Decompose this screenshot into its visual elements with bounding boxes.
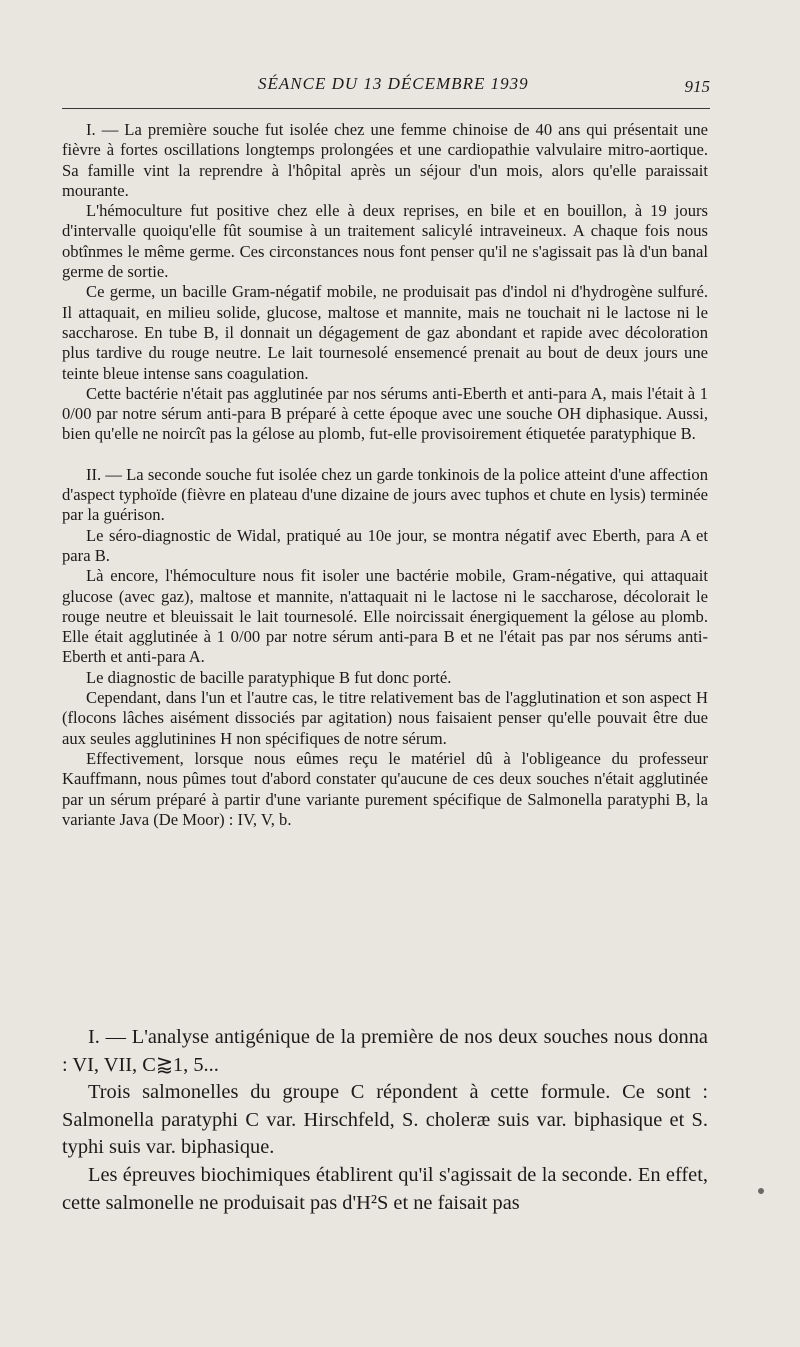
margin-ink-mark xyxy=(758,1188,764,1194)
page-number: 915 xyxy=(684,77,710,96)
paragraph: I. — L'analyse antigénique de la première de nos deux souches nous donna : VI, VII, C⪆1, 5... xyxy=(62,1026,708,1076)
paragraph: Trois salmonelles du groupe C répondent à cette formule. Ce sont : Salmonella paratyphi C var. Hirschfeld, S. choleræ suis var. biphasique et S. typhi suis var. biphasique. xyxy=(62,1081,708,1159)
running-head: SÉANCE DU 13 DÉCEMBRE 1939 xyxy=(258,74,529,93)
paragraph: L'hémoculture fut positive chez elle à deux reprises, en bile et en bouillon, à 19 jours d'intervalle quoiqu'elle fût soumise à un traitement salicylé intraveineux. A chaque fois nous obtînmes le même germe. Ces circonstances nous font penser qu'il ne s'agissait pas là d'un banal germe de sortie. xyxy=(62,201,708,282)
paragraph: Effectivement, lorsque nous eûmes reçu le matériel dû à l'obligeance du professeur Kauffmann, nous pûmes tout d'abord constater qu'aucune de ces deux souches n'était agglutinée par un sérum préparé à partir d'une variante purement spécifique de Salmonella paratyphi B, la variante Java (De Moor) : IV, V, b. xyxy=(62,748,708,829)
body-text-large xyxy=(62,1024,708,1217)
paragraph: Cette bactérie n'était pas agglutinée par nos sérums anti-Eberth et anti-para A, mais l'était à 1 0/00 par notre sérum anti-para B préparé à cette époque avec une souche OH diphasique. Aussi, bien qu'elle ne noircît pas la gélose au plomb, fut-elle provisoirement étiquetée paratyphique B. xyxy=(62,383,708,444)
paragraph: I. — La première souche fut isolée chez une femme chinoise de 40 ans qui présentait une fièvre à fortes oscillations longtemps prolongées et une cardiopathie valvulaire mitro-aortique. Sa famille vint la reprendre à l'hôpital après un séjour d'un mois, alors qu'elle paraissait mourante. xyxy=(62,120,708,200)
body-text-small xyxy=(62,120,708,830)
paragraph: II. — La seconde souche fut isolée chez un garde tonkinois de la police atteint d'une affection d'aspect typhoïde (fièvre en plateau d'une dizaine de jours avec tuphos et chute en lysis) terminée par la guérison. xyxy=(62,464,708,525)
paragraph: Ce germe, un bacille Gram-négatif mobile, ne produisait pas d'indol ni d'hydrogène sulfuré. Il attaquait, en milieu solide, glucose, maltose et mannite, mais ne touchait ni le lactose ni le saccharose. En tube B, il donnait un dégagement de gaz abondant et rapide avec décoloration plus tardive du rouge neutre. Le lait tournesolé ensemencé prenait au bout de deux jours une teinte bleue intense sans coagulation. xyxy=(62,282,708,383)
paragraph: Les épreuves biochimiques établirent qu'il s'agissait de la seconde. En effet, cette salmonelle ne produisait pas d'H²S et ne faisait pas xyxy=(62,1163,708,1214)
paragraph: Le diagnostic de bacille paratyphique B fut donc porté. xyxy=(86,667,452,687)
paragraph: Là encore, l'hémoculture nous fit isoler une bactérie mobile, Gram-négative, qui attaquait glucose (avec gaz), maltose et mannite, n'attaquait ni le lactose ni le saccharose, décolorait le rouge neutre et bleuissait le lait tournesolé. Elle noircissait énergiquement la gélose au plomb. Elle était agglutinée à 1 0/00 par notre sérum anti-para B et ne l'était pas par nos sérums anti-Eberth et anti-para A. xyxy=(62,566,708,667)
paragraph: Le séro-diagnostic de Widal, pratiqué au 10e jour, se montra négatif avec Eberth, para A et para B. xyxy=(62,525,708,565)
page-header xyxy=(62,74,710,109)
paragraph: Cependant, dans l'un et l'autre cas, le titre relativement bas de l'agglutination et son aspect H (flocons lâches aisément dissociés par agitation) nous faisaient penser qu'elle pouvait être due aux seules agglutinines H non spécifiques de notre sérum. xyxy=(62,688,708,748)
